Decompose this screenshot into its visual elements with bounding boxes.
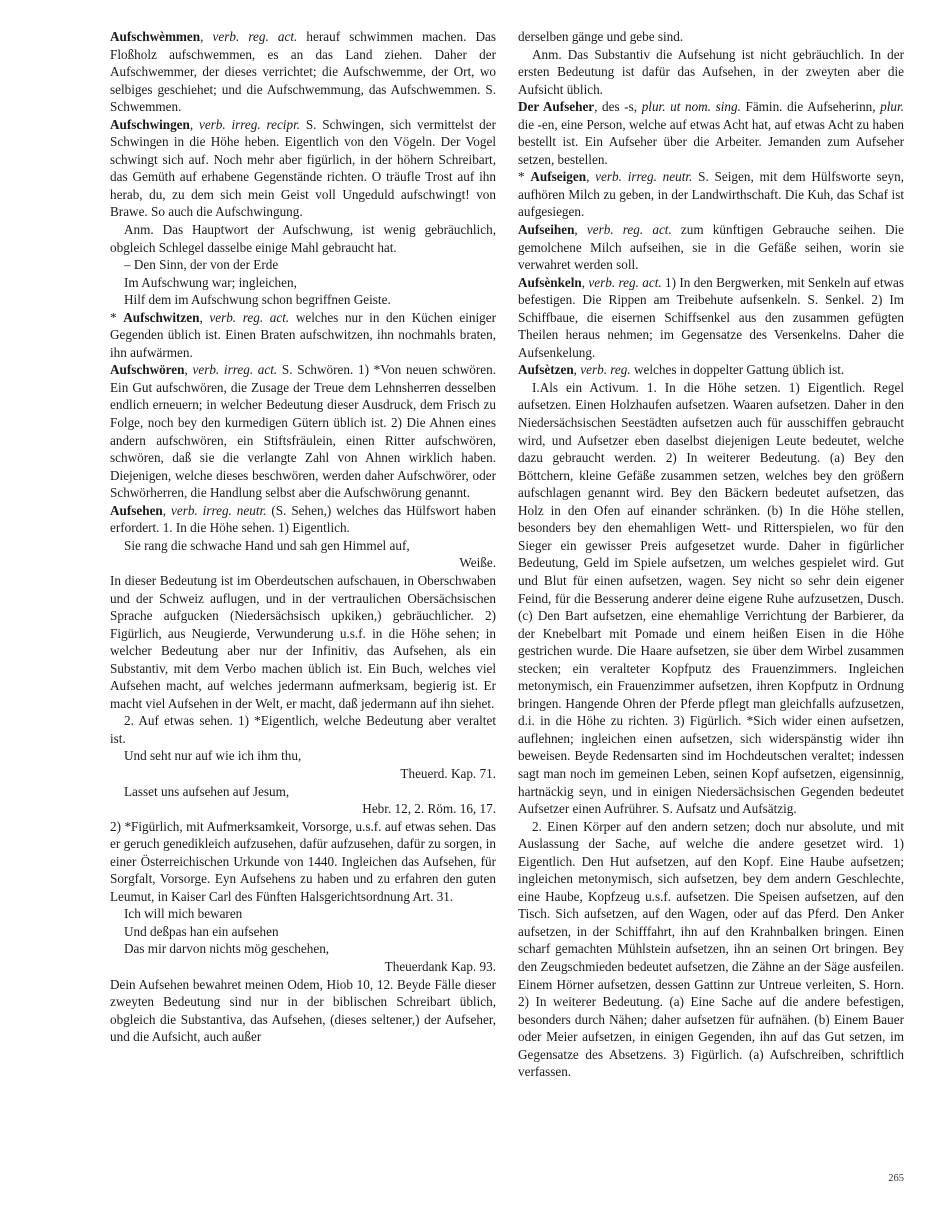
source-citation: Theuerd. Kap. 71.: [400, 765, 496, 781]
entry-aufsenkeln: Aufsènkeln, verb. reg. act. 1) In den Bergwerken, mit Senkeln auf etwas befestigen. Die Rippen am Treibehute aufsenkeln. S. Senkel. 2) Im Schiffbaue, die eisernen Schiffsenkel aus den zusammen gefügten Theilen heraus nehmen; im Gegensatze des Versenkelns. Daher die Aufsenkelung.: [518, 274, 904, 360]
verse-line: Im Aufschwung war; ingleichen,: [124, 274, 297, 290]
grammar-note: verb. irreg. act.: [192, 362, 278, 378]
annotation: Anm. Das Hauptwort der Aufschwung, ist wenig gebräuchlich, obgleich Schlegel dasselbe einige Mahl gebraucht hat.: [110, 222, 496, 255]
entry-aufsehen: Aufsehen, verb. irreg. neutr. (S. Sehen,) welches das Hülfswort haben erfordert. 1. In die Höhe sehen. 1) Eigentlich.: [110, 502, 496, 536]
headword: Aufschwèmmen: [110, 29, 201, 44]
left-column: [110, 28, 496, 1046]
verse-line: Lasset uns aufsehen auf Jesum,: [124, 783, 290, 799]
grammar-note: verb. reg. act.: [588, 274, 662, 290]
grammar-note: verb. reg. act.: [209, 309, 290, 325]
headword: Aufseihen: [518, 222, 575, 238]
page-number: 265: [888, 1173, 904, 1184]
paragraph: Dein Aufsehen bewahret meinen Odem, Hiob 10, 12. Beyde Fälle dieser zweyten Bedeutung sind nur in der biblischen Schreibart üblich, obgleich die Substantiva, das Aufsehen, (dieses seltener,) der Aufseher, und die Aufsicht, auch außer: [110, 976, 496, 1045]
entry-text: Fämin. die Aufseherinn,: [740, 99, 881, 115]
paragraph: derselben gänge und gebe sind.: [518, 29, 684, 44]
paragraph: I.Als ein Activum. 1. In die Höhe setzen. 1) Eigentlich. Regel aufsetzen. Einen Holzhaufen aufsetzen. Waaren aufsetzen. Daher in den Niedersächsischen Seestädten aufsetzen auch für ausschiffen gebraucht wird, und Aufsetzer eben daselbst diejenigen Leute bedeutet, welche dazu gebraucht werden. 2) In weiterer Bedeutung. (a) Bey den Böttchern, kleine Gefäße zusammen setzen, welches bey den größern aufschlagen genannt wird. Bey den Bäckern bedeutet aufsetzen, das Holz in den Ofen auf einander schränken. (b) In die Höhe stellen, besonders bey den ehemahligen Wett- und Ritterspielen, wo für den Sieger ein gewisser Preis aufgesetzet wurde. Daher in figürlicher Bedeutung, Geld im Spiele aufsetzen, um welches gespielet wird. Gut und Blut für einen aufsetzen, wagen. Sey nicht so sehr dein eigener Feind, für die Besserung anderer deine eigene Ruhe aufzusetzen, Dusch. (c) Den Bart aufsetzen, eine ehemahlige Verrichtung der Barbierer, da der Knebelbart mit Pomade und einem heißen Eisen in die Höhe gestrichen wurde. Die Haare aufsetzen, sie über dem Wirbel zusammen stecken; ein veralteter Kopfputz des Frauenzimmers. Ingleichen metonymisch, ein Frauenzimmer aufsetzen, ihren Kopfputz in Ordnung bringen. Hangende Ohren der Pferde pflegt man gleichfalls aufzusetzen, d.i. in die Höhe zu richten. 3) Figürlich. *Sich wider einen aufsetzen, auflehnen; ingleichen einen aufsetzen, sich widerspänstig wider ihn beweisen. Beyde Redensarten sind im Hochdeutschen veraltet; indessen sagt man noch im gemeinen Leben, seinen Kopf aufsetzen, eigensinnig, hartnäckig seyn, und in einigen Niedersächsischen Gegenden bedeutet Aufsetzer einen Aufrührer. S. Aufsatz und Aufsätzig.: [518, 379, 904, 817]
grammar-note: verb. irreg. neutr.: [171, 502, 267, 518]
headword: Aufsètzen: [518, 362, 574, 378]
entry-text: herauf schwimmen machen. Das Floßholz aufschwemmen, es an das Land ziehen. Daher der Aufschwemmer, der dieses verrichtet; die Aufschwemme, der Ort, wo selbiges geschiehet; und die Aufschwemmung, das Aufschwemmen. S. Schwemmen.: [110, 29, 496, 115]
entry-aufseigen: * Aufseigen, verb. irreg. neutr. S. Seigen, mit dem Hülfsworte seyn, aufhören Milch zu geben, in der Landwirthschaft. Die Kuh, das Schaf ist aufgesiegen.: [518, 169, 904, 220]
source-citation: Hebr. 12, 2. Röm. 16, 17.: [362, 801, 496, 817]
verse-line: – Den Sinn, der von der Erde: [124, 257, 279, 273]
headword: Aufschwören: [110, 362, 185, 378]
entry-text: welches nur in den Küchen einiger Gegenden üblich ist. Einen Braten aufschwitzen, ihn nochmahls braten, ihn aufwärmen.: [110, 309, 496, 360]
headword: Der Aufseher: [518, 99, 595, 115]
entry-aufschwitzen: * Aufschwitzen, verb. reg. act. welches nur in den Küchen einiger Gegenden üblich ist. Einen Braten aufschwitzen, ihn nochmahls braten, ihn aufwärmen.: [110, 309, 496, 360]
entry-text: S. Seigen, mit dem Hülfsworte seyn, aufhören Milch zu geben, in der Landwirthschaft. Die Kuh, das Schaf ist aufgesiegen.: [518, 169, 904, 220]
entry-text: 1) In den Bergwerken, mit Senkeln auf etwas befestigen. Die Rippen am Treibehute aufsenkeln. S. Senkel. 2) Im Schiffbaue, die eisernen Schiffsenkel aus den zusammen gefügten Theilen heraus nehmen; im Gegensatze des Versenkelns. Daher die Aufsenkelung.: [518, 274, 904, 360]
entry-text: zum künftigen Gebrauche seihen. Die gemolchene Milch aufseihen, sie in die Gefäße seihen, worin sie verwahret werden soll.: [518, 222, 904, 273]
entry-text: , des -s,: [594, 99, 642, 115]
entry-text: welches in doppelter Gattung üblich ist.: [630, 362, 845, 378]
verse-line: Und seht nur auf wie ich ihm thu,: [124, 748, 302, 764]
annotation: Anm. Das Substantiv die Aufsehung ist nicht gebräuchlich. In der ersten Bedeutung ist dafür das Aufsehen, in der zweyten aber die Aufsicht üblich.: [518, 46, 904, 97]
star-marker: *: [518, 169, 531, 185]
grammar-note: verb. reg.: [580, 362, 631, 378]
entry-aufsetzen: Aufsètzen, verb. reg. welches in doppelter Gattung üblich ist.: [518, 362, 845, 378]
entry-text: S. Schwören. 1) *Von neuen schwören. Ein Gut aufschwören, die Zusage der Treue dem Lehnsherren desselben endlich erneuern; in welcher Bedeutung dieser Ausdruck, dem Frisch zu Folge, noch bey den kurmedigen Gütern üblich ist. 2) Die Ahnen eines andern aufschwören, ein Stiftsfräulein, einen Ritter aufschwören, schwören, daß sie die verlangte Zahl von Ahnen wirklich haben. Diejenigen, welche dieses beschwören, werden daher Aufschwörer, oder Schwörherren, die Handlung selbst aber die Aufschwörung genannt.: [110, 362, 496, 501]
entry-aufschwemmen: Aufschwèmmen, verb. reg. act. herauf schwimmen machen. Das Floßholz aufschwemmen, es an das Land ziehen. Daher der Aufschwemmer, der dieses verrichtet; die Aufschwemme, der Ort, wo selbiges geschiehet; und die Aufschwemmung, das Aufschwemmen. S. Schwemmen.: [110, 29, 496, 115]
grammar-note: verb. irreg. neutr.: [595, 169, 693, 185]
source-citation: Weiße.: [459, 555, 496, 571]
paragraph: 2. Auf etwas sehen. 1) *Eigentlich, welche Bedeutung aber veraltet ist.: [110, 713, 496, 746]
verse-line: Sie rang die schwache Hand und sah gen Himmel auf,: [124, 537, 410, 553]
paragraph: 2) *Figürlich, mit Aufmerksamkeit, Vorsorge, u.s.f. auf etwas sehen. Das er geruch genedikleich aufzusehen, dafür aufzusehen, dafür zu sorgen, in einer Österreichischen Urkunde von 1440. Ingleichen das Aufsehen, für Sorgfalt, Vorsorge. Eyn Aufsehens zu haben und zu erfahren den guten Leumut, in Kaiser Carl des Fünften Halsgerichtsordnung Art. 31.: [110, 818, 496, 904]
grammar-note: verb. irreg. recipr.: [198, 116, 301, 132]
grammar-note: verb. reg. act.: [586, 222, 672, 238]
headword: Aufsènkeln: [518, 274, 582, 290]
verse-line: Und deßpas han ein aufsehen: [124, 923, 279, 939]
paragraph: In dieser Bedeutung ist im Oberdeutschen aufschauen, in Oberschwaben und der Schweiz auflugen, und in der vertraulichen Obersächsischen Sprache aufgucken (Niedersächsisch upkiken,) gebräuchlicher. 2) Figürlich, aus Neugierde, Verwunderung u.s.f. in die Höhe sehen; in welcher Bedeutung aber nur der Infinitiv, das Aufsehen, als ein Substantiv, mit dem Verbo machen üblich ist. Ein Buch, welches viel Aufsehen macht, auf welches jedermann aufmerksam, begierig ist. Er macht viel Aufsehen in der Welt, er macht, daß jedermann auf ihn siehet.: [110, 572, 496, 711]
verse-line: Ich will mich bewaren: [124, 906, 243, 922]
verse-line: Das mir darvon nichts mög geschehen,: [124, 941, 330, 957]
verse-line: Hilf dem im Aufschwung schon begriffnen Geiste.: [124, 292, 391, 308]
grammar-note: verb. reg. act.: [212, 29, 298, 44]
entry-aufschwingen: Aufschwingen, verb. irreg. recipr. S. Schwingen, sich vermittelst der Schwingen in die Höhe heben. Eigentlich von den Vögeln. Der Vogel schwingt sich auf. Noch mehr aber figürlich, in der höhern Schreibart, das Gemüth auf erhabene Gegenstände richten. O träufle Trost auf ihn herab, du, zu dem sich mein Geist voll Ungeduld aufschwingt! von Brawe. So auch die Aufschwingung.: [110, 116, 497, 220]
entry-text: die -en, eine Person, welche auf etwas Acht hat, auf etwas Acht zu haben bestellt ist. Ein Aufseher über die Arbeiter. Jemanden zum Aufseher setzen, bestellen.: [518, 116, 904, 167]
source-citation: Theuerdank Kap. 93.: [384, 958, 496, 974]
headword: Aufschwitzen: [123, 309, 200, 325]
headword: Aufseigen: [530, 169, 587, 185]
grammar-note: plur.: [880, 99, 904, 115]
entry-aufschwoeren: Aufschwören, verb. irreg. act. S. Schwören. 1) *Von neuen schwören. Ein Gut aufschwören, die Zusage der Treue dem Lehnsherren desselben endlich erneuern; in welcher Bedeutung dieser Ausdruck, dem Frisch zu Folge, noch bey den kurmedigen Gütern üblich ist. 2) Die Ahnen eines andern aufschwören, ein Stiftsfräulein, einen Ritter aufschwören, schwören, daß sie die verlangte Zahl von Ahnen wirklich haben. Diejenigen, welche dieses beschwören, werden daher Aufschwörer, oder Schwörherren, die Handlung selbst aber die Aufschwörung genannt.: [110, 362, 496, 501]
grammar-note: plur. ut nom. sing.: [641, 99, 741, 115]
entry-aufseher: [518, 98, 904, 168]
headword: Aufsehen: [110, 502, 163, 518]
entry-aufseihen: Aufseihen, verb. reg. act. zum künftigen Gebrauche seihen. Die gemolchene Milch aufseihen, sie in die Gefäße seihen, worin sie verwahret werden soll.: [518, 222, 904, 273]
paragraph: 2. Einen Körper auf den andern setzen; doch nur absolute, und mit Auslassung der Sache, auf welche die andere gesetzet wird. 1) Eigentlich. Den Hut aufsetzen, auf den Kopf. Eine Haube aufsetzen; ingleichen metonymisch, sich aufsetzen, bey dem andern Geschlechte, eine Haube, Kopfzeug u.s.f. aufsetzen. Die Speisen aufsetzen, auf den Tisch. Sich aufsetzen, auf den Wagen, oder auf das Pferd. Den Anker aufsetzen, in der Schifffahrt, ihn auf den Krahnbalken bringen. Einen scharf gemachten Mühlstein aufsetzen, ihn an seinen Ort bringen. Bey den Zeugschmieden bedeutet aufsetzen, die Zähne an der Säge ausfeilen. Einem Hörner aufsetzen, dessen Gattinn zur Untreue verleiten, S. Horn. 2) In weiterer Bedeutung. (a) Eine Sache auf die andere befestigen, besonders durch Nähen; daher aufsetzen für aufnähen. (b) Einem Bauer oder Meier aufsetzen, in einigen Gegenden, ihn auf das Gut setzen, im Gegensatze des Absetzens. 3) Figürlich. (a) Aufschreiben, schriftlich verfassen.: [518, 818, 904, 1080]
entry-text: S. Schwingen, sich vermittelst der Schwingen in die Höhe heben. Eigentlich von den Vögeln. Der Vogel schwingt sich auf. Noch mehr aber figürlich, in der höhern Schreibart, das Gemüth auf erhabene Gegenstände richten. O träufle Trost auf ihn herab, du, zu dem sich mein Geist voll Ungeduld aufschwingt! von Brawe. So auch die Aufschwingung.: [110, 116, 497, 220]
star-marker: *: [110, 309, 124, 325]
right-column: [518, 28, 904, 1081]
headword: Aufschwingen: [110, 116, 190, 132]
entry-text: (S. Sehen,) welches das Hülfswort haben erfordert. 1. In die Höhe sehen. 1) Eigentlich.: [110, 502, 496, 536]
